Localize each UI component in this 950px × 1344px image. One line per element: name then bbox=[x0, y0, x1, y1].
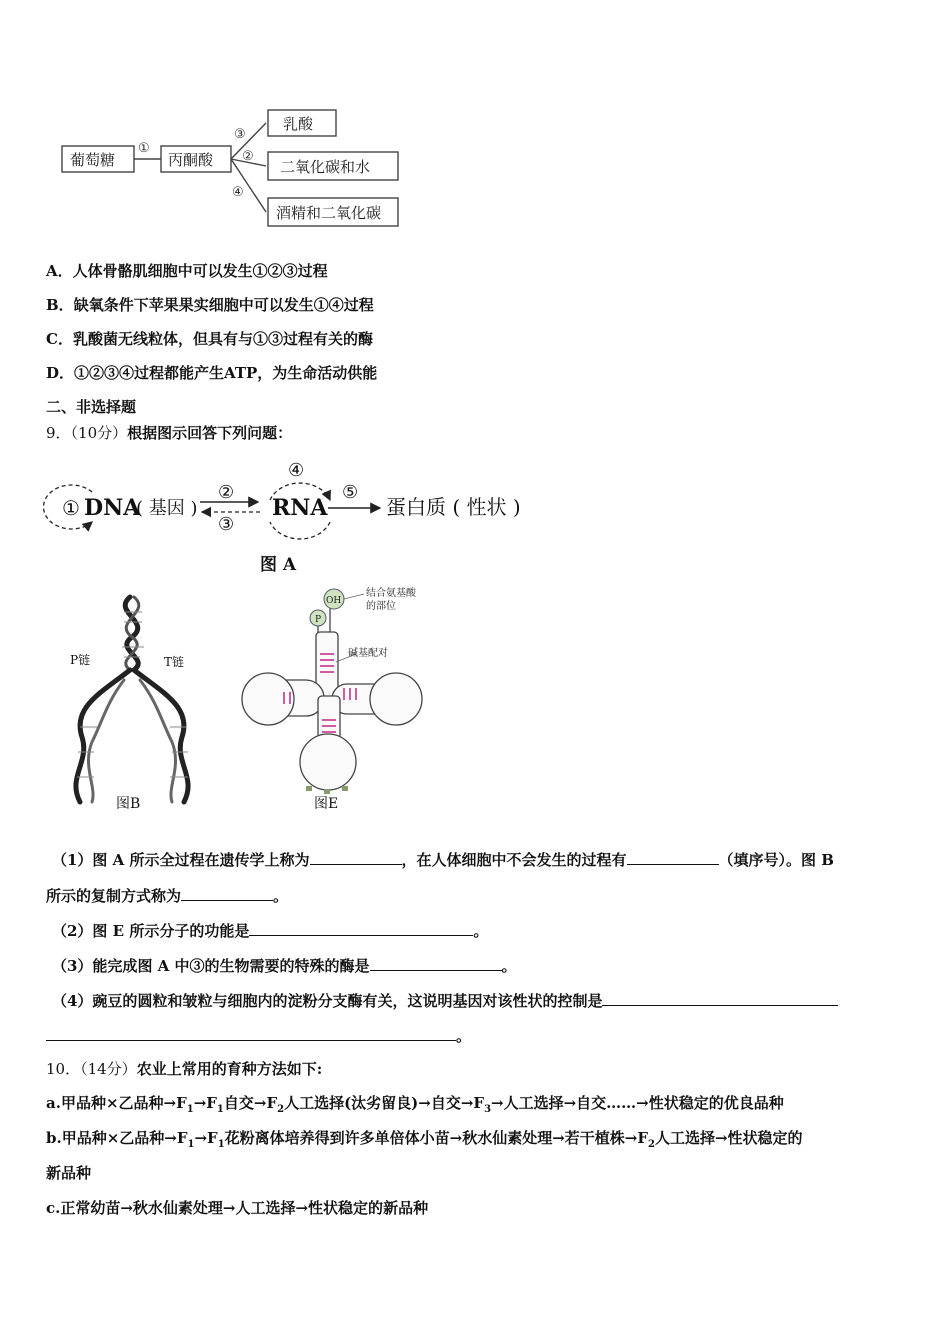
pyruvate-label: 丙酮酸 bbox=[168, 151, 214, 169]
co2-water-label: 二氧化碳和水 bbox=[280, 158, 371, 176]
alcohol-co2-label: 酒精和二氧化碳 bbox=[276, 204, 382, 222]
fig-a-circle5: ⑤ bbox=[342, 482, 359, 503]
step3-label: ③ bbox=[234, 127, 246, 142]
q9-sub2: （2）图 E 所示分子的功能是 。 bbox=[52, 919, 488, 941]
fig-e-pairing: 碱基配对 bbox=[348, 648, 388, 659]
fig-a-caption: 图 A bbox=[260, 555, 297, 575]
step1-label: ① bbox=[138, 141, 150, 156]
fig-a-circle1: ① bbox=[62, 496, 80, 520]
q9-sub1-line1: （1）图 A 所示全过程在遗传学上称为 ，在人体细胞中不会发生的过程有 （填序号）。图 B bbox=[52, 848, 834, 870]
q9-stem: 9．（10分）根据图示回答下列问题： bbox=[46, 424, 293, 442]
option-a: A．人体骨骼肌细胞中可以发生①②③过程 bbox=[46, 262, 328, 280]
option-d: D．①②③④过程都能产生ATP，为生命活动供能 bbox=[46, 364, 378, 382]
fig-e-oh: OH bbox=[326, 596, 342, 606]
figure-b bbox=[52, 592, 222, 822]
answer-blank[interactable] bbox=[249, 919, 473, 936]
q9-sub3: （3）能完成图 A 中③的生物需要的特殊的酶是 。 bbox=[52, 954, 517, 976]
fig-b-t-strand: T链 bbox=[164, 655, 185, 669]
answer-blank[interactable] bbox=[602, 989, 838, 1006]
fig-a-circle2: ② bbox=[218, 482, 235, 503]
answer-blank[interactable] bbox=[181, 884, 273, 901]
fig-a-protein: 蛋白质 ( 性状 ) bbox=[386, 495, 521, 519]
fig-b-p-strand: P链 bbox=[70, 653, 91, 667]
q10-method-a: a.甲品种×乙品种$\to F_1\to F_1$自交$\to F_2$人工选择(汰劣留良)→自交$\to F_3\to$人工选择→自交……→性状稳定的优良品种 bbox=[46, 1094, 784, 1115]
fig-a-dna: DNA bbox=[84, 495, 141, 521]
answer-blank[interactable] bbox=[310, 848, 402, 865]
lactic-acid-label: 乳酸 bbox=[283, 115, 314, 133]
q9-sub1-line2: 所示的复制方式称为 。 bbox=[46, 884, 288, 906]
answer-blank[interactable] bbox=[627, 848, 719, 865]
q9-sub4-line1: （4）豌豆的圆粒和皱粒与细胞内的淀粉分支酶有关，这说明基因对该性状的控制是 bbox=[52, 989, 838, 1011]
fig-e-p: P bbox=[315, 615, 322, 625]
fig-a-gene: ( 基因 ) bbox=[136, 498, 198, 519]
fig-e-site-line1: 结合氨基酸 bbox=[366, 588, 416, 599]
step2-label: ② bbox=[242, 149, 254, 164]
q10-stem: 10．（14分）农业上常用的育种方法如下: bbox=[46, 1060, 323, 1078]
step4-label: ④ bbox=[232, 185, 244, 200]
answer-blank[interactable] bbox=[46, 1024, 456, 1041]
figure-e bbox=[236, 584, 466, 814]
q10-method-c: c.正常幼苗→秋水仙素处理→人工选择→性状稳定的新品种 bbox=[46, 1199, 429, 1217]
fig-a-circle3: ③ bbox=[218, 514, 235, 535]
option-b: B．缺氧条件下苹果果实细胞中可以发生①④过程 bbox=[46, 296, 374, 314]
glucose-label: 葡萄糖 bbox=[70, 151, 116, 169]
figure-a bbox=[40, 450, 600, 580]
fig-a-rna: RNA bbox=[272, 495, 328, 521]
q9-sub4-line2: 。 bbox=[46, 1024, 471, 1046]
fig-b-caption: 图B bbox=[116, 796, 141, 812]
q10-method-b: b.甲品种×乙品种$\to F_1\to F_1$花粉离体培养得到许多单倍体小苗→秋水仙素处理→若干植株$\to F_2$人工选择→性状稳定的 bbox=[46, 1129, 803, 1150]
section-title: 二、非选择题 bbox=[46, 398, 137, 416]
q10-method-b-cont: 新品种 bbox=[46, 1164, 92, 1182]
fig-e-site-line2: 的部位 bbox=[366, 601, 396, 612]
fig-e-caption: 图E bbox=[314, 796, 339, 812]
answer-blank[interactable] bbox=[370, 954, 502, 971]
fig-a-circle4: ④ bbox=[288, 460, 305, 481]
respiration-diagram bbox=[0, 0, 950, 240]
option-c: C．乳酸菌无线粒体，但具有与①③过程有关的酶 bbox=[46, 330, 373, 348]
